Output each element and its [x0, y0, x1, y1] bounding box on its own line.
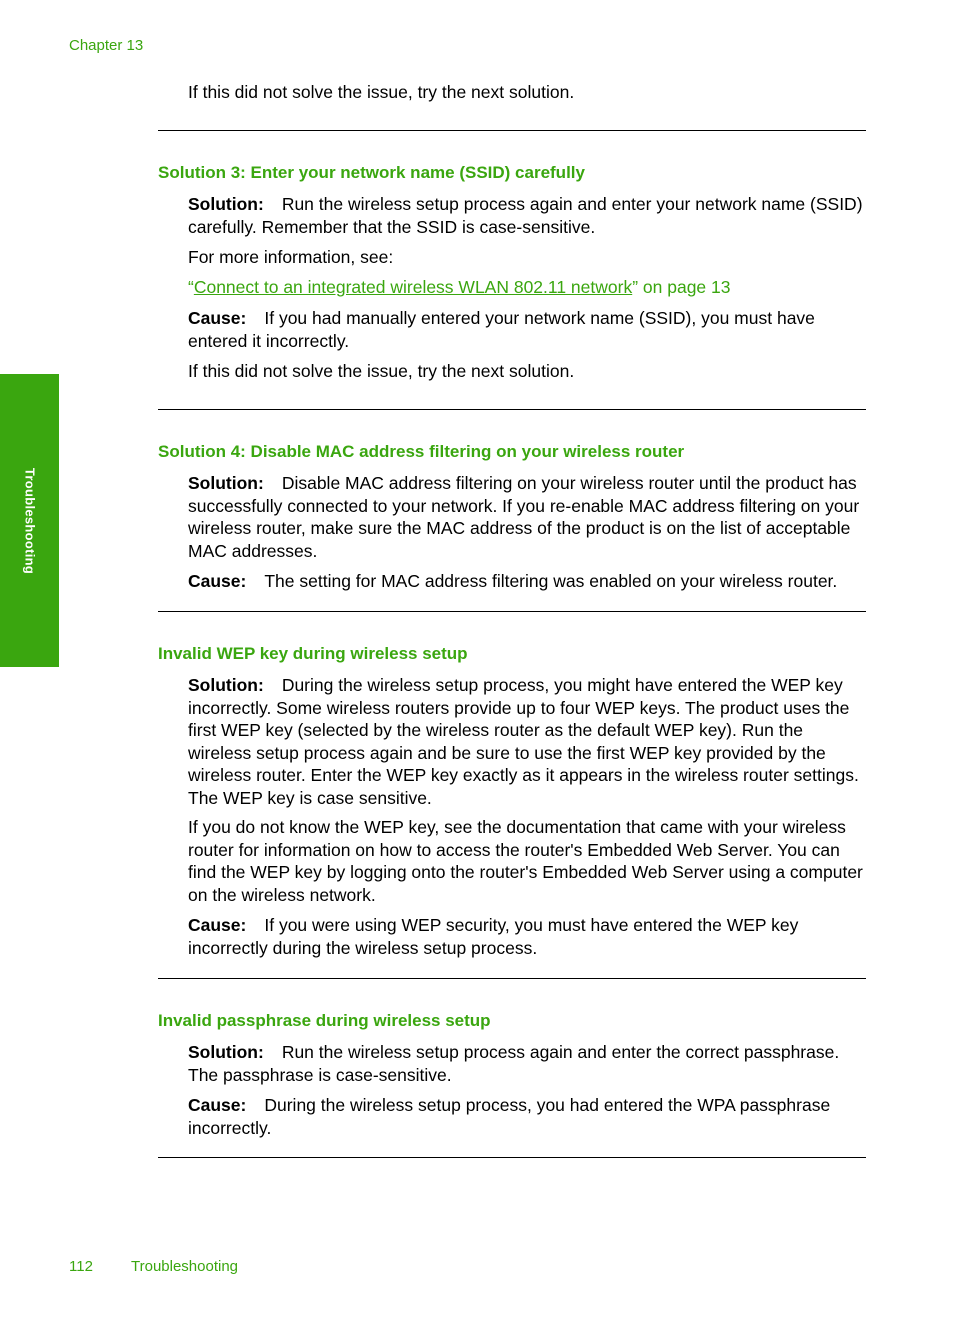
next-solution-text: If this did not solve the issue, try the next solution. — [188, 361, 575, 381]
more-info-text: For more information, see: — [188, 247, 394, 267]
cause-text: If you had manually entered your network name (SSID), you must have entered it incorrectly. — [188, 308, 815, 351]
cause-label: Cause: — [188, 915, 247, 935]
cause-label: Cause: — [188, 571, 247, 591]
solution-paragraph — [188, 193, 868, 238]
solution-label: Solution: — [188, 1042, 264, 1062]
cause-text: The setting for MAC address filtering was enabled on your wireless router. — [264, 571, 838, 591]
solution-paragraph — [188, 472, 868, 562]
link-text[interactable]: Connect to an integrated wireless WLAN 802.11 network — [193, 277, 633, 297]
solution-paragraph — [188, 1041, 868, 1086]
section-title-solution-3: Solution 3: Enter your network name (SSID) carefully — [158, 163, 585, 182]
solution-label: Solution: — [188, 675, 264, 695]
divider — [158, 611, 866, 612]
divider — [158, 130, 866, 131]
solution-text: Run the wireless setup process again and enter your network name (SSID) carefully. Remember that the SSID is case-sensitive. — [188, 194, 863, 237]
cause-paragraph — [188, 914, 868, 959]
divider — [158, 978, 866, 979]
solution-text: Run the wireless setup process again and enter the correct passphrase. The passphrase is case-sensitive. — [188, 1042, 840, 1085]
section-title-invalid-passphrase: Invalid passphrase during wireless setup — [158, 1011, 491, 1030]
cause-paragraph — [188, 307, 868, 352]
divider — [158, 1157, 866, 1158]
cause-label: Cause: — [188, 308, 247, 328]
cross-reference-link[interactable]: “Connect to an integrated wireless WLAN 802.11 network” on page 13 — [188, 277, 731, 297]
chapter-header: Chapter 13 — [69, 37, 144, 54]
solution-label: Solution: — [188, 473, 264, 493]
intro-text: If this did not solve the issue, try the next solution. — [188, 82, 575, 102]
solution-text: Disable MAC address filtering on your wireless router until the product has successfully connected to your network. If you re-enable MAC address filtering on your wireless router, make sure the MAC address of the product is on the list of acceptable MAC addresses. — [188, 473, 860, 561]
cause-paragraph — [188, 570, 868, 593]
section-title-solution-4: Solution 4: Disable MAC address filtering on your wireless router — [158, 442, 685, 461]
cause-label: Cause: — [188, 1095, 247, 1115]
cause-paragraph — [188, 1094, 868, 1139]
solution-label: Solution: — [188, 194, 264, 214]
divider — [158, 409, 866, 410]
side-tab — [0, 374, 59, 667]
section-title-invalid-wep-key: Invalid WEP key during wireless setup — [158, 644, 468, 663]
cause-text: If you were using WEP security, you must have entered the WEP key incorrectly during the wireless setup process. — [188, 915, 799, 958]
side-tab-label: Troubleshooting — [22, 467, 37, 574]
solution-text: During the wireless setup process, you might have entered the WEP key incorrectly. Some wireless routers provide up to four WEP keys. The product uses the first WEP key (selected by the wireless router as the default WEP key). Run the wireless setup process again and be sure to use the first WEP key provided by the wireless router. Enter the WEP key exactly as it appears in the wireless router settings. The WEP key is case sensitive. — [188, 675, 859, 808]
footer-section: Troubleshooting — [131, 1258, 239, 1275]
extra-info-text: If you do not know the WEP key, see the documentation that came with your wireless router for information on how to access the router's Embedded Web Server. You can find the WEP key by logging onto the router's Embedded Web Server using a computer on the wireless network. — [188, 817, 863, 905]
solution-paragraph — [188, 674, 868, 809]
cause-text: During the wireless setup process, you had entered the WPA passphrase incorrectly. — [188, 1095, 831, 1138]
page-number: 112 — [69, 1258, 93, 1275]
